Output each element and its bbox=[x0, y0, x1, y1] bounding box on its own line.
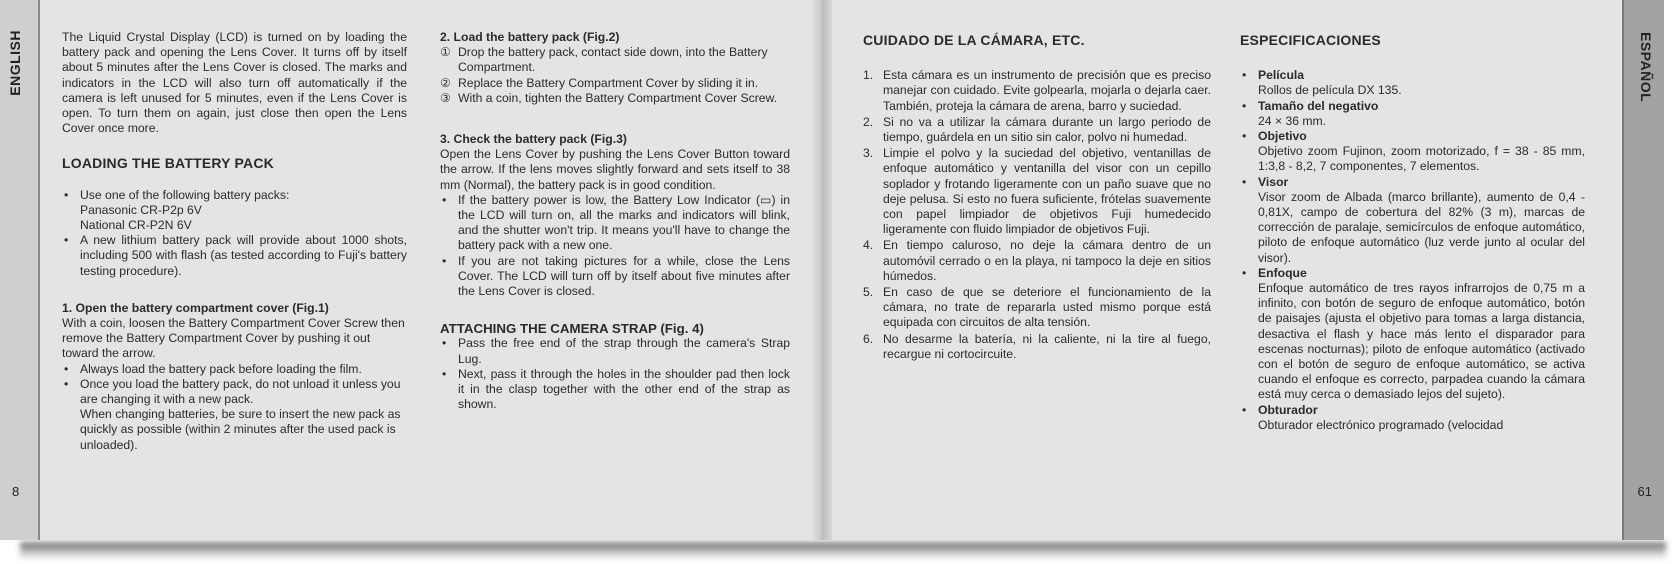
book-shadow bbox=[20, 542, 1666, 560]
language-label-english: ENGLISH bbox=[7, 30, 23, 96]
list-item: • A new lithium battery pack will provide about 1000 shots, including 500 with flash (as tested according to Fuji's battery testing procedure). bbox=[62, 233, 407, 279]
list-item: • If you are not taking pictures for a while, close the Lens Cover. The LCD will turn off by itself about five minutes after the Lens Cover is closed. bbox=[440, 254, 790, 300]
camera-care-heading: CUIDADO DE LA CÁMARA, ETC. bbox=[863, 32, 1085, 48]
list-item: • Next, pass it through the holes in the shoulder pad then lock it in the clasp together with the other end of the strap as shown. bbox=[440, 367, 790, 413]
list-item: 6. No desarme la batería, ni la caliente, ni la tire al fuego, recargue ni cortocircuite. bbox=[863, 331, 1211, 361]
list-item: ① Drop the battery pack, contact side down, into the Battery Compartment. bbox=[440, 45, 768, 75]
step1-note: When changing batteries, be sure to insert the new pack as quickly as possible (within 2 minutes after the used pack is unloaded). bbox=[80, 407, 401, 452]
column-english-1 bbox=[62, 30, 407, 453]
circled-number: ③ bbox=[440, 90, 451, 105]
list-item: • Once you load the battery pack, do not unload it unless you are changing it with a new pack. When changing batteries, be sure to insert the new pack as quickly as possible (within 2 minutes after the used pack is unloaded). bbox=[62, 377, 407, 453]
strap-bullets bbox=[440, 336, 790, 412]
step3-title: 3. Check the battery pack (Fig.3) bbox=[440, 132, 627, 147]
language-tab-right bbox=[1622, 0, 1664, 540]
circled-number: ② bbox=[440, 75, 451, 90]
step1-title: 1. Open the battery compartment cover (Fig.1) bbox=[62, 300, 329, 315]
battery-bullets bbox=[62, 188, 407, 279]
column-english-2 bbox=[440, 30, 790, 412]
circled-number: ① bbox=[440, 45, 451, 60]
step3-text: Open the Lens Cover by pushing the Lens Cover Button toward the arrow. If the lens moves slightly forward and sets itself to 38 mm (Normal), the battery pack is in good condition. bbox=[440, 147, 790, 192]
language-tab-left bbox=[0, 0, 40, 540]
list-item: • Objetivo Objetivo zoom Fujinon, zoom motorizado, f = 38 - 85 mm, 1:3,8 - 8,2, 7 componentes, 7 elementos. bbox=[1240, 129, 1585, 175]
language-label-espanol: ESPAÑOL bbox=[1638, 32, 1654, 103]
list-item: • Enfoque Enfoque automático de tres rayos infrarrojos de 0,75 m a infinito, con botón de seguro de enfoque automático, botón de paisajes (ajusta el objetivo para tomas a larga distancia, desactiva el flash y hace más lento el disparador para escenas nocturnas); piloto de enfoque automático (activado con el botón de seguro de enfoque automático, se activa cuando el enfoque es correcto, parpadea cuando la cámara está muy cerca o demasiado lejos del sujeto). bbox=[1240, 266, 1585, 403]
list-item: • If the battery power is low, the Battery Low Indicator (▭) in the LCD will turn on, all the marks and indicators will blink, and the shutter won't trip. It means you'll have to change the battery pack with a new one. bbox=[440, 193, 790, 254]
column-spanish-1 bbox=[863, 30, 1211, 363]
list-item: • Pass the free end of the strap through the camera's Strap Lug. bbox=[440, 336, 790, 366]
page-number-right: 61 bbox=[1637, 484, 1652, 499]
battery-type: National CR-P2N 6V bbox=[80, 218, 192, 233]
lcd-intro-paragraph: The Liquid Crystal Display (LCD) is turned on by loading the battery pack and opening the Lens Cover. It turns off by itself about 5 minutes after the Lens Cover is closed. The marks and indicators in the LCD will also turn off automatically if the camera is left unused for 5 minutes, even if the Lens Cover is open. To turn them on again, just close then open the Lens Cover once more. bbox=[62, 30, 407, 136]
loading-battery-heading: LOADING THE BATTERY PACK bbox=[62, 155, 274, 172]
battery-type: Panasonic CR-P2p 6V bbox=[80, 202, 202, 217]
specifications-heading: ESPECIFICACIONES bbox=[1240, 32, 1381, 48]
step1-bullets bbox=[62, 362, 407, 453]
page-number-left: 8 bbox=[12, 484, 20, 499]
step3-bullets bbox=[440, 193, 790, 299]
list-item: • Use one of the following battery packs: Panasonic CR-P2p 6V National CR-P2N 6V bbox=[62, 188, 407, 234]
list-item: • Always load the battery pack before loading the film. bbox=[62, 362, 407, 377]
list-item: 1. Esta cámara es un instrumento de precisión que es preciso manejar con cuidado. Evite golpearla, mojarla o dejarla caer. También, proteja la cámara de arena, barro y suciedad. bbox=[863, 68, 1211, 113]
list-item: • Tamaño del negativo 24 × 36 mm. bbox=[1240, 99, 1585, 129]
list-item: ② Replace the Battery Compartment Cover by sliding it in. bbox=[440, 75, 759, 90]
step2-list bbox=[440, 45, 790, 106]
list-item: • Visor Visor zoom de Albada (marco brillante), aumento de 0,4 - 0,81X, campo de cobertura del 82% (3 m), marcas de corrección de paralaje, semicírculos de enfoque automático, piloto de enfoque automático (luz verde junto al ocular del visor). bbox=[1240, 175, 1585, 266]
camera-care-list bbox=[863, 68, 1211, 362]
step2-title: 2. Load the battery pack (Fig.2) bbox=[440, 30, 620, 44]
list-item: • Obturador Obturador electrónico programado (velocidad bbox=[1240, 403, 1585, 433]
list-item: ③ With a coin, tighten the Battery Compartment Cover Screw. bbox=[440, 90, 778, 105]
list-item: 2. Si no va a utilizar la cámara durante un largo periodo de tiempo, guárdela en un sitio sin calor, polvo ni humedad. bbox=[863, 114, 1211, 145]
list-item: 3. Limpie el polvo y la suciedad del objetivo, ventanillas de enfoque automático y ventanilla del visor con un cepillo soplador y frotando ligeramente con un paño suave que no deje pelusa. Si esto no fuera suficiente, frótelas suavemente con papel limpiador de objetivos Fuji humedecido ligeramente con fluido limpiador de objetivos Fuji. bbox=[863, 146, 1211, 237]
book-spine bbox=[812, 0, 832, 540]
list-item: • Película Rollos de película DX 135. bbox=[1240, 68, 1585, 98]
step1-text: With a coin, loosen the Battery Compartment Cover Screw then remove the Battery Compartment Cover by pushing it out toward the arrow. bbox=[62, 316, 405, 361]
camera-strap-heading: ATTACHING THE CAMERA STRAP (Fig. 4) bbox=[440, 321, 704, 337]
column-spanish-2 bbox=[1240, 30, 1585, 433]
list-item: 4. En tiempo caluroso, no deje la cámara dentro de un automóvil cerrado o en la playa, ni tampoco la deje en sitios húmedos. bbox=[863, 238, 1211, 283]
list-item: 5. En caso de que se deteriore el funcionamiento de la cámara, no trate de repararla usted mismo porque está equipada con circuitos de alta tensión. bbox=[863, 285, 1211, 330]
specifications-list bbox=[1240, 68, 1585, 433]
